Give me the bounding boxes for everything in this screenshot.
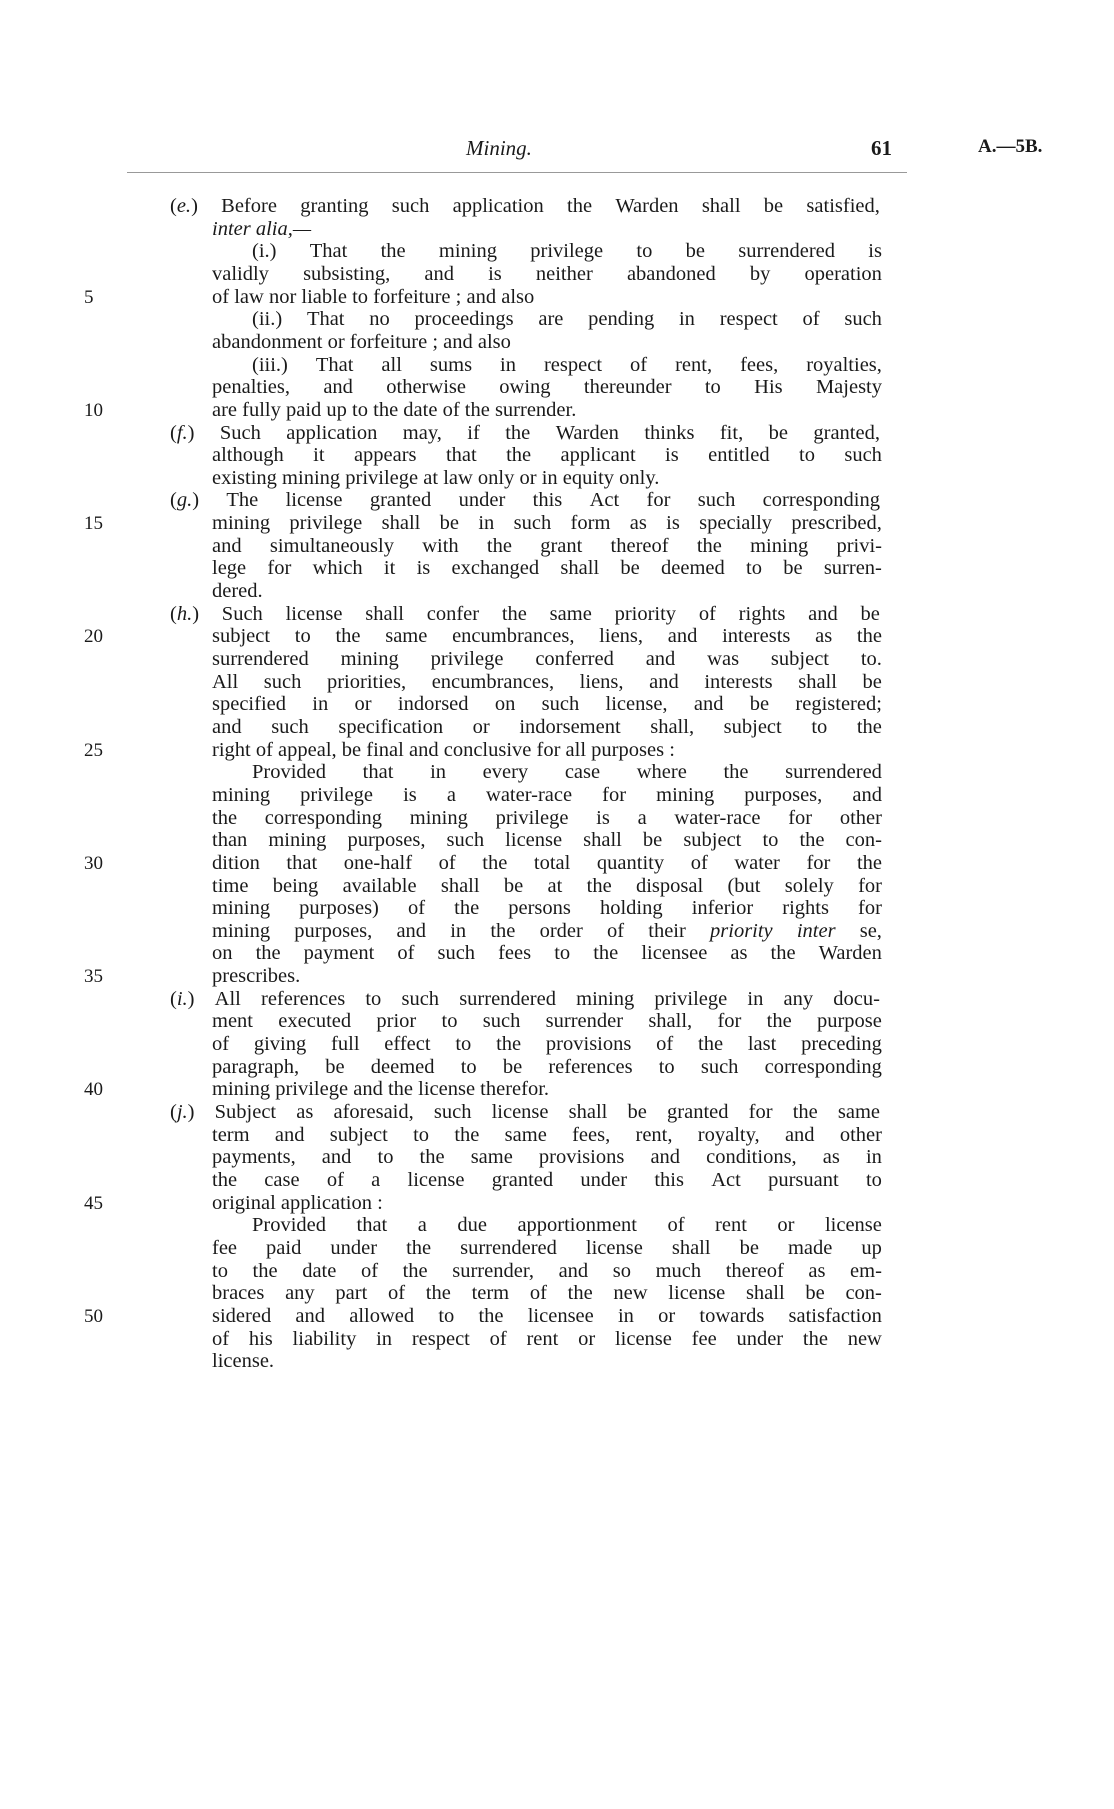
text-line: prescribes. [212,965,301,988]
text-line: of law nor liable to forfeiture ; and also [212,285,535,308]
text-line: (j.) Subject as aforesaid, such license shall be granted for the same [170,1101,880,1123]
text-line: mining privilege is a water-race for mining purposes, and [212,783,882,806]
text-line: the corresponding mining privilege is a water-race for other [212,806,882,829]
text-line: dered. [212,580,263,603]
header-rule [127,172,907,173]
text-line: validly subsisting, and is neither abandoned by operation [212,262,882,285]
text-line: subject to the same encumbrances, liens, and interests as the [212,625,882,648]
margin-line-number: 10 [84,399,103,421]
text-line: although it appears that the applicant is entitled to such [212,444,882,467]
text-line: and such specification or indorsement shall, subject to the [212,715,882,738]
text-line: mining privilege shall be in such form as is specially prescribed, [212,512,882,535]
text-line: ment executed prior to such surrender shall, for the purpose [212,1010,882,1033]
text-line: Provided that in every case where the surrendered [252,761,882,784]
text-line: the case of a license granted under this Act pursuant to [212,1168,882,1191]
margin-line-number: 45 [84,1192,103,1214]
margin-line-number: 30 [84,852,103,874]
text-line: abandonment or forfeiture ; and also [212,330,511,353]
text-line: (i.) All references to such surrendered mining privilege in any docu- [170,987,880,1010]
text-line: to the date of the surrender, and so much thereof as em- [212,1259,882,1282]
text-line: All such priorities, encumbrances, liens, and interests shall be [212,670,882,693]
margin-line-number: 5 [84,286,94,308]
text-line: braces any part of the term of the new license shall be con- [212,1282,882,1305]
text-line: (e.) Before granting such application the Warden shall be satisfied, [170,195,880,217]
text-line: (iii.) That all sums in respect of rent, fees, royalties, [252,353,882,376]
text-line: dition that one-half of the total quantity of water for the [212,851,882,874]
text-line: Provided that a due apportionment of rent or license [252,1214,882,1237]
text-line: on the payment of such fees to the licensee as the Warden [212,942,882,965]
text-line: license. [212,1350,275,1373]
text-line: inter alia,— [212,217,312,240]
text-line: fee paid under the surrendered license shall be made up [212,1236,882,1259]
text-line: payments, and to the same provisions and conditions, as in [212,1146,882,1169]
text-line: original application : [212,1191,383,1214]
page-number: 61 [871,136,892,160]
margin-line-number: 50 [84,1305,103,1327]
text-line: specified in or indorsed on such license, and be registered; [212,693,882,716]
margin-line-number: 20 [84,626,103,648]
running-head-title: Mining. [466,136,532,160]
text-line: mining purposes, and in the order of their priority inter se, [212,919,882,942]
text-line: (i.) That the mining privilege to be surrendered is [252,240,882,263]
text-line: than mining purposes, such license shall be subject to the con- [212,829,882,852]
text-line: of his liability in respect of rent or license fee under the new [212,1327,882,1350]
document-reference: A.—5B. [978,136,1043,157]
text-line: sidered and allowed to the licensee in or towards satisfaction [212,1304,882,1327]
text-line: are fully paid up to the date of the surrender. [212,398,577,421]
margin-line-number: 35 [84,966,103,988]
margin-line-number: 15 [84,513,103,535]
text-line: term and subject to the same fees, rent, royalty, and other [212,1123,882,1146]
text-line: and simultaneously with the grant thereof the mining privi- [212,534,882,557]
text-line: mining privilege and the license therefor. [212,1078,550,1101]
text-line: lege for which it is exchanged shall be deemed to be surren- [212,557,882,580]
text-line: (h.) Such license shall confer the same priority of rights and be [170,602,880,625]
margin-line-number: 40 [84,1079,103,1101]
margin-line-number: 25 [84,739,103,761]
text-line: surrendered mining privilege conferred and was subject to. [212,648,882,670]
text-line: penalties, and otherwise owing thereunder to His Majesty [212,376,882,399]
text-line: paragraph, be deemed to be references to such corresponding [212,1055,882,1078]
text-line: time being available shall be at the disposal (but solely for [212,874,882,897]
text-line: mining purposes) of the persons holding inferior rights for [212,897,882,920]
text-line: (g.) The license granted under this Act for such corresponding [170,489,880,512]
text-line: existing mining privilege at law only or in equity only. [212,466,660,489]
text-line: (f.) Such application may, if the Warden thinks fit, be granted, [170,421,880,444]
text-line: (ii.) That no proceedings are pending in respect of such [252,308,882,331]
text-line: of giving full effect to the provisions of the last preceding [212,1033,882,1056]
text-line: right of appeal, be final and conclusive for all purposes : [212,738,675,761]
